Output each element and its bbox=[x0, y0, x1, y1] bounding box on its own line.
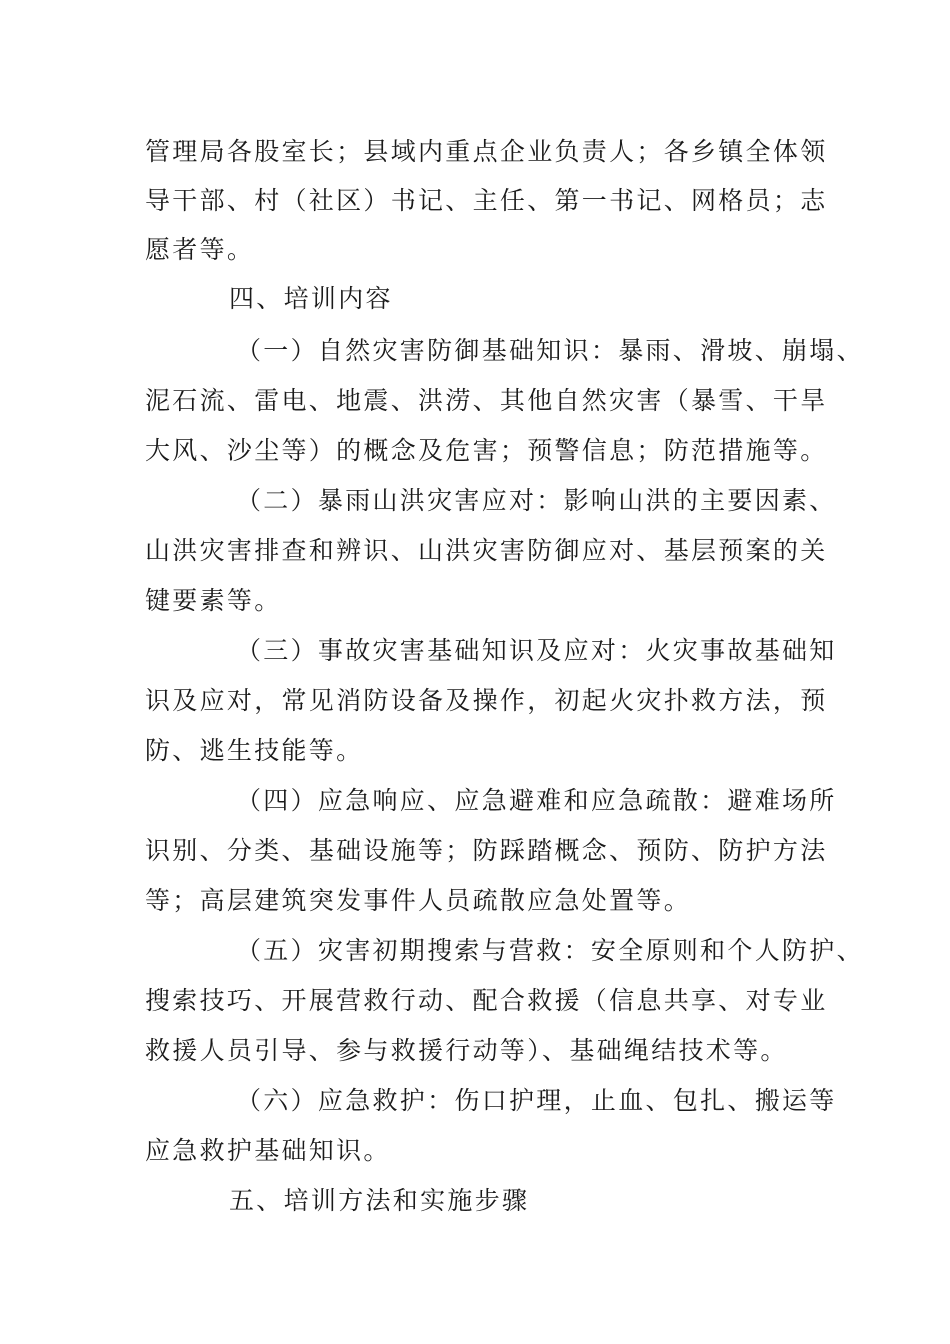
text-line: 防、逃生技能等。 bbox=[145, 736, 364, 765]
text-line: 搜索技巧、开展营救行动、配合救援（信息共享、对专业 bbox=[145, 986, 828, 1015]
text-line: （二）暴雨山洪灾害应对：影响山洪的主要因素、 bbox=[236, 486, 837, 515]
text-line: 山洪灾害排查和辨识、山洪灾害防御应对、基层预案的关 bbox=[145, 536, 828, 565]
section-heading: 五、培训方法和实施步骤 bbox=[229, 1186, 530, 1215]
text-line: 识别、分类、基础设施等；防踩踏概念、预防、防护方法 bbox=[145, 836, 828, 865]
text-line: 愿者等。 bbox=[145, 235, 255, 264]
text-line: 大风、沙尘等）的概念及危害；预警信息；防范措施等。 bbox=[145, 436, 828, 465]
text-line: 导干部、村（社区）书记、主任、第一书记、网格员；志 bbox=[145, 186, 828, 215]
text-line: （四）应急响应、应急避难和应急疏散：避难场所 bbox=[236, 786, 837, 815]
text-line: （六）应急救护：伤口护理，止血、包扎、搬运等 bbox=[236, 1086, 837, 1115]
text-line: 泥石流、雷电、地震、洪涝、其他自然灾害（暴雪、干旱 bbox=[145, 386, 828, 415]
text-line: 应急救护基础知识。 bbox=[145, 1136, 391, 1165]
text-line: 等；高层建筑突发事件人员疏散应急处置等。 bbox=[145, 886, 692, 915]
text-line: （三）事故灾害基础知识及应对：火灾事故基础知 bbox=[236, 636, 837, 665]
text-line: （五）灾害初期搜索与营救：安全原则和个人防护、 bbox=[236, 936, 864, 965]
section-heading: 四、培训内容 bbox=[229, 284, 393, 313]
text-line: 救援人员引导、参与救援行动等）、基础绳结技术等。 bbox=[145, 1036, 788, 1065]
text-line: 键要素等。 bbox=[145, 586, 282, 615]
text-line: （一）自然灾害防御基础知识：暴雨、滑坡、崩塌、 bbox=[236, 336, 864, 365]
text-line: 管理局各股室长；县域内重点企业负责人；各乡镇全体领 bbox=[145, 137, 828, 166]
text-line: 识及应对，常见消防设备及操作，初起火灾扑救方法，预 bbox=[145, 686, 828, 715]
